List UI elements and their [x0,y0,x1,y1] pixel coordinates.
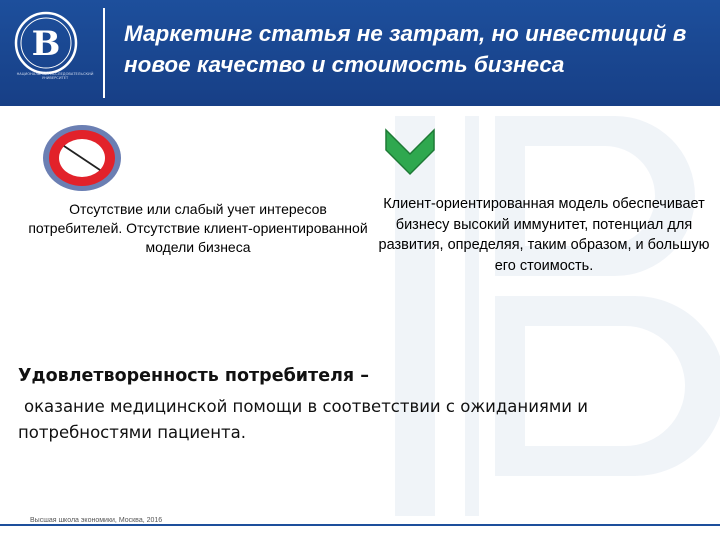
definition-term: Удовлетворенность потребителя – [18,366,369,386]
prohibition-sign-icon [40,122,124,194]
header-divider [103,8,105,98]
logo-caption: НАЦИОНАЛЬНЫЙ ИССЛЕДОВАТЕЛЬСКИЙ УНИВЕРСИТЕТ [16,72,94,81]
definition-line-1: оказание медицинской помощи в соответствии с ожиданиями и [24,397,588,416]
page-title: Маркетинг статья не затрат, но инвестиций в новое качество и стоимость бизнеса [124,21,687,77]
checkmark-icon [384,128,436,176]
footer-divider [0,524,720,526]
benefit-text: Клиент-ориентированная модель обеспечивает бизнесу высокий иммунитет, потенциал для развития, определяя, таким образом, и большую его стоимость. [378,196,710,274]
definition-line-2: потребностями пациента. [18,423,246,442]
footer-text: Высшая школа экономики, Москва, 2016 [30,517,163,524]
problem-text: Отсутствие или слабый учет интересов потребителей. Отсутствие клиент-ориентированной модели бизнеса [28,201,368,255]
definition-text [18,394,698,446]
header-band [0,0,720,106]
svg-text:В: В [31,24,61,64]
